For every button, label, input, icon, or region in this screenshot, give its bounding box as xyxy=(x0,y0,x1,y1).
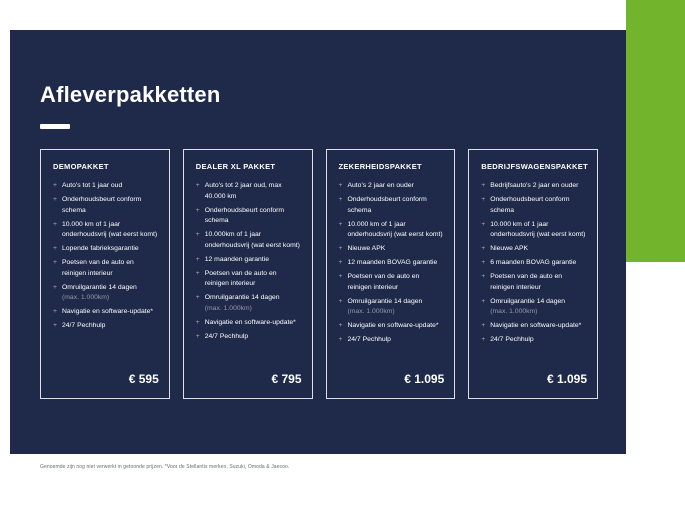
plus-icon: + xyxy=(481,182,486,189)
item-text: Omruilgarantie 14 dagen (max. 1.000km) xyxy=(490,297,566,316)
card-title: DEALER XL PAKKET xyxy=(195,162,276,171)
card-item-list xyxy=(481,181,587,349)
list-item xyxy=(339,321,445,332)
packages-panel xyxy=(10,30,626,454)
list-item xyxy=(196,230,302,251)
plus-icon: + xyxy=(53,308,57,316)
card-item-list xyxy=(196,181,302,346)
card-title: DEMOPAKKET xyxy=(53,162,109,171)
plus-icon: + xyxy=(338,196,343,204)
item-text: Onderhoudsbeurt conform schema xyxy=(61,196,142,214)
list-item xyxy=(53,244,159,255)
item-text: Omruilgarantie 14 dagen (max. 1.000km) xyxy=(61,283,137,302)
price-label: € 795 xyxy=(271,372,302,386)
list-item xyxy=(481,321,587,332)
plus-icon: + xyxy=(338,182,343,189)
package-card-demopakket xyxy=(40,149,170,399)
item-text: 10.000 km of 1 jaar onderhoudsvrij (wat eerst komt) xyxy=(347,220,443,239)
list-item xyxy=(339,297,445,318)
item-text: Auto's 2 jaar en ouder xyxy=(347,182,414,189)
item-text: 12 maanden BOVAG garantie xyxy=(347,259,438,267)
list-item xyxy=(481,335,587,346)
list-item xyxy=(339,244,445,255)
plus-icon: + xyxy=(53,196,57,204)
list-item xyxy=(339,181,445,192)
list-item xyxy=(53,220,159,241)
item-text: Onderhoudsbeurt conform schema xyxy=(490,196,570,214)
card-title: BEDRIJFSWAGENSPAKKET xyxy=(481,162,588,171)
item-text: Bedrijfsauto's 2 jaar en ouder xyxy=(490,182,579,189)
plus-icon: + xyxy=(53,182,57,189)
item-text: Poetsen van de auto en reinigen interieur xyxy=(347,273,420,291)
plus-icon: + xyxy=(481,336,486,344)
list-item xyxy=(196,181,302,202)
list-item xyxy=(339,335,445,346)
plus-icon: + xyxy=(481,245,486,253)
green-accent-bar xyxy=(626,0,685,262)
plus-icon: + xyxy=(53,259,57,267)
list-item xyxy=(196,332,302,343)
price-label: € 1.095 xyxy=(546,372,587,386)
footnote: Genoemde zijn nog niet verwerkt in getoonde prijzen. *Voor de Stellantis merken, Suzuki, Omoda & Jaecoo. xyxy=(40,464,290,470)
item-text: 24/7 Pechhulp xyxy=(490,336,534,344)
list-item xyxy=(53,307,159,318)
list-item xyxy=(481,272,587,293)
list-item xyxy=(53,258,159,279)
item-text: 6 maanden BOVAG garantie xyxy=(490,259,577,267)
item-text: 24/7 Pechhulp xyxy=(204,332,249,340)
item-text: Omruilgarantie 14 dagen (max. 1.000km) xyxy=(204,294,280,312)
item-text: 24/7 Pechhulp xyxy=(347,336,391,344)
list-item xyxy=(339,258,445,269)
list-item xyxy=(53,283,159,304)
item-text: Poetsen van de auto en reinigen interieur xyxy=(490,273,563,291)
list-item xyxy=(196,269,302,290)
card-item-list xyxy=(53,181,159,335)
plus-icon: + xyxy=(338,322,343,330)
package-cards-row xyxy=(40,149,598,399)
plus-icon: + xyxy=(481,322,486,330)
item-text: Omruilgarantie 14 dagen (max. 1.000km) xyxy=(347,297,423,316)
list-item xyxy=(481,258,587,269)
list-item xyxy=(481,181,587,192)
plus-icon: + xyxy=(195,294,200,302)
plus-icon: + xyxy=(338,259,343,267)
item-text: Navigatie en software-update* xyxy=(347,322,439,330)
list-item xyxy=(196,318,302,329)
plus-icon: + xyxy=(338,220,343,228)
item-text: Onderhoudsbeurt conform schema xyxy=(347,196,427,214)
list-item xyxy=(196,206,302,227)
package-card-dealer-xl-pakket xyxy=(183,149,313,399)
package-card-zekerheidspakket xyxy=(326,149,456,399)
item-text: Onderhoudsbeurt conform schema xyxy=(204,206,285,225)
plus-icon: + xyxy=(481,297,486,305)
plus-icon: + xyxy=(195,255,200,263)
list-item xyxy=(196,293,302,314)
plus-icon: + xyxy=(481,196,486,204)
plus-icon: + xyxy=(481,273,486,281)
item-text: Poetsen van de auto en reinigen interieur xyxy=(61,259,134,277)
list-item xyxy=(53,195,159,216)
list-item xyxy=(481,297,587,318)
package-card-bedrijfswagenspakket xyxy=(468,149,598,399)
price-label: € 595 xyxy=(128,372,159,386)
list-item xyxy=(481,244,587,255)
page-title: Afleverpakketten xyxy=(40,82,221,107)
list-item xyxy=(481,195,587,216)
list-item xyxy=(339,220,445,241)
item-text: Lopende fabrieksgarantie xyxy=(61,245,139,253)
plus-icon: + xyxy=(481,259,486,267)
item-text: Navigatie en software-update* xyxy=(61,308,154,316)
item-text: Navigatie en software-update* xyxy=(204,318,296,326)
plus-icon: + xyxy=(195,318,200,326)
plus-icon: + xyxy=(53,245,57,253)
title-underline xyxy=(40,124,70,129)
item-text: 12 maanden garantie xyxy=(204,255,269,263)
list-item xyxy=(53,181,159,192)
plus-icon: + xyxy=(195,206,200,214)
item-text: 10.000km of 1 jaar onderhoudsvrij (wat eerst komt) xyxy=(204,231,300,249)
plus-icon: + xyxy=(195,269,200,277)
item-text: Navigatie en software-update* xyxy=(490,322,582,330)
card-title: ZEKERHEIDSPAKKET xyxy=(338,162,422,171)
item-note: (max. 1.000km) xyxy=(490,308,538,316)
plus-icon: + xyxy=(195,182,200,189)
list-item xyxy=(339,272,445,293)
list-item xyxy=(53,321,159,332)
card-item-list xyxy=(339,181,445,349)
list-item xyxy=(339,195,445,216)
item-text: Auto's tot 2 jaar oud, max 40.000 km xyxy=(204,182,282,200)
plus-icon: + xyxy=(481,220,486,228)
plus-icon: + xyxy=(338,297,343,305)
item-text: 10.000 km of 1 jaar onderhoudsvrij (wat eerst komt) xyxy=(490,220,586,239)
plus-icon: + xyxy=(338,273,343,281)
plus-icon: + xyxy=(53,283,57,291)
plus-icon: + xyxy=(338,245,343,253)
plus-icon: + xyxy=(195,231,200,239)
list-item xyxy=(481,220,587,241)
plus-icon: + xyxy=(195,332,200,340)
item-text: Poetsen van de auto en reinigen interieur xyxy=(204,269,277,288)
item-note: (max. 1.000km) xyxy=(347,308,395,316)
item-text: Auto's tot 1 jaar oud xyxy=(61,182,123,189)
item-text: 24/7 Pechhulp xyxy=(61,322,106,330)
item-text: Nieuwe APK xyxy=(347,245,386,253)
list-item xyxy=(196,255,302,266)
item-note: (max. 1.000km) xyxy=(61,294,110,302)
plus-icon: + xyxy=(338,336,343,344)
item-text: Nieuwe APK xyxy=(490,245,529,253)
price-label: € 1.095 xyxy=(404,372,445,386)
item-note: (max. 1.000km) xyxy=(204,304,252,312)
item-text: 10.000 km of 1 jaar onderhoudsvrij (wat eerst komt) xyxy=(61,220,158,239)
plus-icon: + xyxy=(53,220,57,228)
plus-icon: + xyxy=(53,322,57,330)
